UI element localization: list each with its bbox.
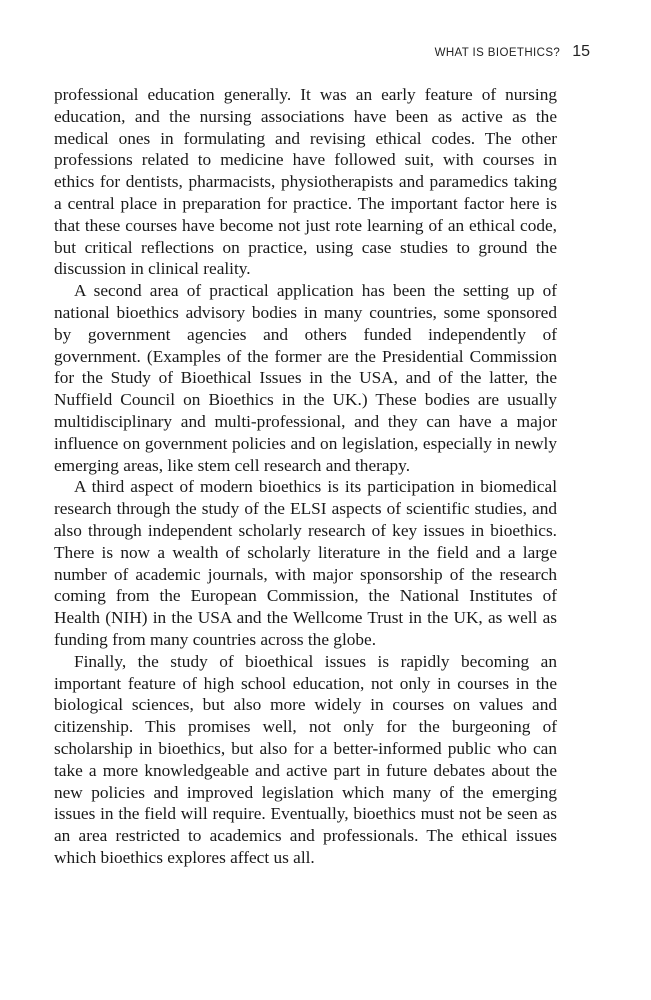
paragraph-4: Finally, the study of bioethical issues is rapidly becoming an important feature of high school education, not only in courses in the biological sciences, but also more widely in courses on values and citizenship. This promises well, not only for the burgeoning of scholarship in bioethics, but also for a better-informed public who can take a more knowledgeable and active part in future debates about the new policies and improved legislation which many of the emerging issues in the field will require. Eventually, bioethics must not be seen as an area restricted to academics and professionals. The ethical issues which bioethics explores affect us all. — [54, 651, 557, 867]
paragraph-2: A second area of practical application has been the setting up of national bioethics advisory bodies in many countries, some sponsored by government agencies and others funded independently of government. (Examples of the former are the Presidential Commission for the Study of Bioethical Issues in the USA, and of the latter, the Nuffield Council on Bioethics in the UK.) These bodies are usually multidisciplinary and multi-professional, and they can have a major influence on government policies and on legislation, especially in newly emerging areas, like stem cell research and therapy. — [54, 281, 557, 475]
body-text — [54, 84, 557, 869]
running-title: WHAT IS BIOETHICS? — [434, 47, 561, 59]
running-head — [435, 43, 590, 61]
paragraph-1: professional education generally. It was an early feature of nursing education, and the nursing associations have been as active as the medical ones in formulating and revising ethical codes. The other professions related to medicine have followed suit, with courses in ethics for dentists, pharmacists, physiotherapists and paramedics taking a central place in preparation for practice. The important factor here is that these courses have become not just rote learning of an ethical code, but critical reflections on practice, using case studies to ground the discussion in clinical reality. — [54, 85, 557, 279]
paragraph-3: A third aspect of modern bioethics is its participation in biomedical research through the study of the ELSI aspects of scientific studies, and also through independent scholarly research of key issues in bioethics. There is now a wealth of scholarly literature in the field and a large number of academic journals, with major sponsorship of the research coming from the European Commission, the National Institutes of Health (NIH) in the USA and the Wellcome Trust in the UK, as well as funding from many countries across the globe. — [54, 477, 557, 649]
page-number: 15 — [572, 43, 590, 60]
